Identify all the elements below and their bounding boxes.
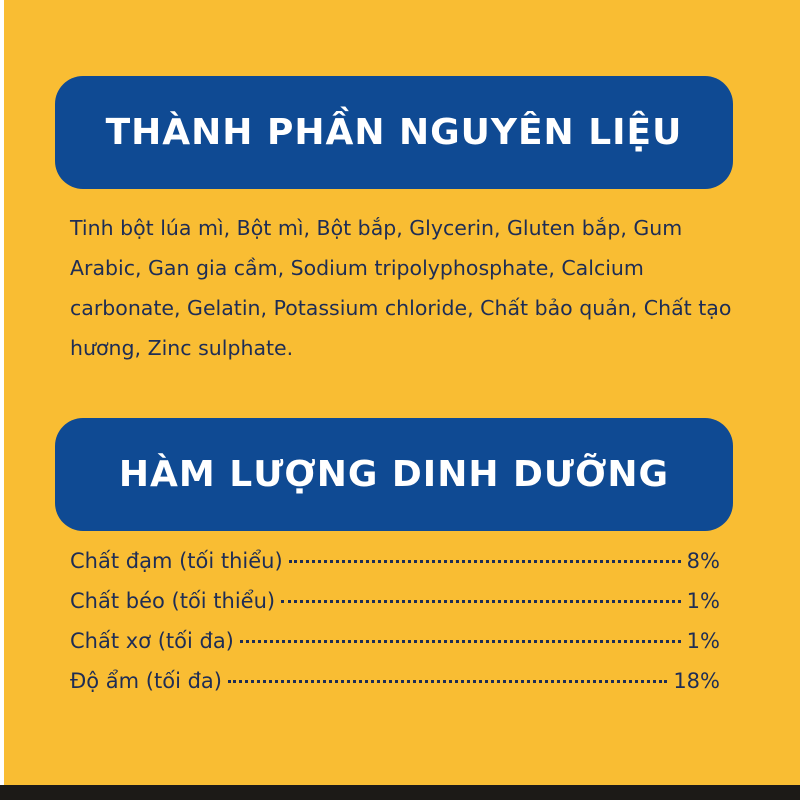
ingredients-banner — [55, 76, 733, 189]
nutrition-row-protein — [70, 549, 720, 589]
nutrition-label: Chất đạm (tối thiểu) — [70, 549, 283, 573]
nutrition-value: 8% — [686, 549, 720, 573]
ingredients-text: Tinh bột lúa mì, Bột mì, Bột bắp, Glycerin, Gluten bắp, Gum Arabic, Gan gia cầm, Sodium tripolyphosphate, Calcium carbonate, Gelatin, Potassium chloride, Chất bảo quản, Chất tạo hương, Zinc sulphate. — [70, 216, 732, 360]
dot-leader — [240, 640, 681, 643]
nutrition-value: 1% — [686, 629, 720, 653]
nutrition-row-fat — [70, 589, 720, 629]
bottom-bar — [0, 785, 800, 800]
nutrition-label: Chất béo (tối thiểu) — [70, 589, 276, 613]
ingredients-title: THÀNH PHẦN NGUYÊN LIỆU — [105, 112, 683, 153]
left-border — [0, 0, 4, 785]
dot-leader — [289, 560, 681, 563]
nutrition-banner — [55, 418, 733, 531]
nutrition-row-fiber — [70, 629, 720, 669]
nutrition-table — [70, 549, 720, 709]
dot-leader — [228, 680, 667, 683]
nutrition-row-moisture — [70, 669, 720, 709]
nutrition-value: 1% — [686, 589, 720, 613]
dot-leader — [281, 600, 681, 603]
nutrition-value: 18% — [673, 669, 720, 693]
nutrition-label: Chất xơ (tối đa) — [70, 629, 234, 653]
nutrition-label: Độ ẩm (tối đa) — [70, 669, 222, 693]
nutrition-title: HÀM LƯỢNG DINH DƯỠNG — [118, 454, 670, 495]
